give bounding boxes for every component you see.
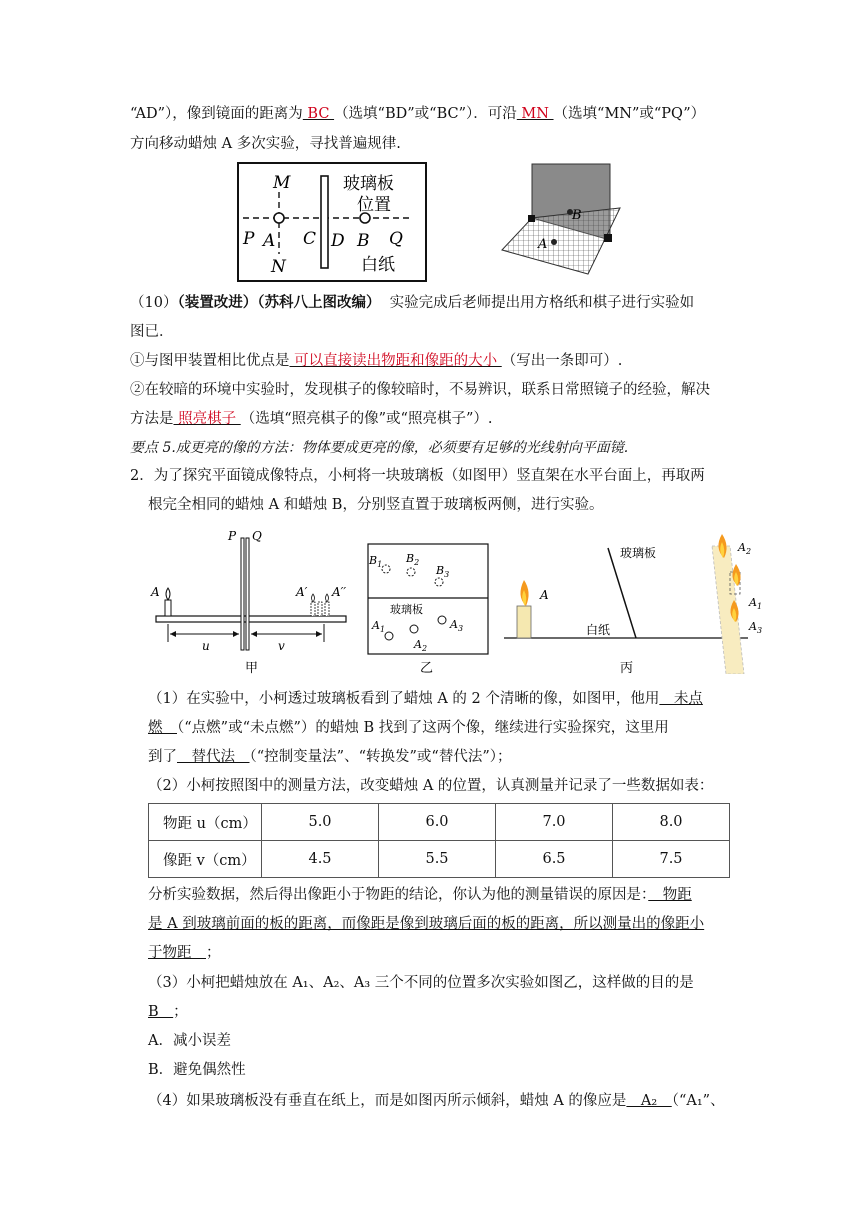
answer-a2: A₂ xyxy=(626,1093,672,1109)
answer-b: B xyxy=(148,1004,174,1020)
s4-line1: （4）如果玻璃板没有垂直在纸上，而是如图丙所示倾斜，蜡烛 A 的像应是 A₂ （“A₁”、 xyxy=(148,1093,725,1109)
answer-substitution: 替代法 xyxy=(177,749,250,765)
table-row: 物距 u（cm） 5.0 6.0 7.0 8.0 xyxy=(149,804,730,841)
answer-bc: BC xyxy=(302,106,335,122)
label-paper: 白纸 xyxy=(586,623,611,637)
label-a: A xyxy=(151,585,160,599)
option-a: A．减小误差 xyxy=(148,1033,231,1049)
label-b1: $B_1$ xyxy=(369,554,383,569)
label-b3: $B_3$ xyxy=(436,564,450,579)
s1-line2: 燃 （“点燃”或“未点燃”）的蜡烛 B 找到了这两个像，继续进行实验探究，这里用 xyxy=(148,720,669,736)
label-a3: $A_3$ xyxy=(749,620,763,635)
answer-reason: 物距 xyxy=(648,887,692,903)
label-a2: $A_2$ xyxy=(738,541,752,556)
label-a3: $A_3$ xyxy=(450,618,464,633)
answer-mn: MN xyxy=(516,106,554,122)
label-v: v xyxy=(278,639,285,653)
label-board: 玻璃板 xyxy=(343,174,394,194)
q10-sub2-cont: 方法是 照亮棋子 （选填“照亮棋子的像”或“照亮棋子”）. xyxy=(130,411,493,427)
option-b: B．避免偶然性 xyxy=(148,1062,246,1078)
figure-grid-paper xyxy=(498,160,628,280)
q10-sub2: ②在较暗的环境中实验时，发现棋子的像较暗时，不易辨识，联系日常照镜子的经验，解决 xyxy=(130,382,710,398)
label-board: 玻璃板 xyxy=(390,603,423,616)
figure-jia xyxy=(146,524,356,674)
s3-line2: B ； xyxy=(148,1004,188,1020)
s3-line1: （3）小柯把蜡烛放在 A₁、A₂、A₃ 三个不同的位置多次实验如图乙，这样做的目的是 xyxy=(148,975,694,991)
label-b: B xyxy=(357,231,370,251)
q2-line1: 2．为了探究平面镜成像特点，小柯将一块玻璃板（如图甲）竖直架在水平台面上，再取两 xyxy=(130,468,705,484)
answer-light-piece: 照亮棋子 xyxy=(173,411,241,427)
q2-line2: 根完全相同的蜡烛 A 和蜡烛 B，分别竖直置于玻璃板两侧，进行实验。 xyxy=(148,497,604,513)
s2-line: （2）小柯按照图中的测量方法，改变蜡烛 A 的位置，认真测量并记录了一些数据如表： xyxy=(148,778,714,794)
label-paper: 白纸 xyxy=(361,255,395,275)
q10-line1: （10）（装置改进）（苏科八上图改编） 实验完成后老师提出用方格纸和棋子进行实验如 xyxy=(130,294,695,311)
label-board: 玻璃板 xyxy=(620,546,657,560)
label-b: B xyxy=(572,208,582,223)
caption-yi: 乙 xyxy=(420,661,434,674)
analysis-line3: 于物距 ； xyxy=(148,945,221,961)
caption-jia: 甲 xyxy=(245,661,259,674)
label-a: A xyxy=(263,231,276,251)
q10-sub1: ①与图甲装置相比优点是 可以直接读出物距和像距的大小 （写出一条即可）. xyxy=(130,353,623,369)
label-position: 位置 xyxy=(357,195,391,215)
data-table xyxy=(148,803,730,878)
label-a2: $A_2$ xyxy=(414,638,428,653)
p1-line2: 方向移动蜡烛 A 多次实验，寻找普遍规律. xyxy=(130,136,401,152)
figure-yi xyxy=(366,524,492,674)
analysis-line1: 分析实验数据，然后得出像距小于物距的结论，你认为他的测量错误的原因是： 物距 xyxy=(148,887,692,903)
label-a-prime: A′ xyxy=(296,585,308,599)
label-a: A xyxy=(538,237,548,252)
label-p: P xyxy=(243,229,255,249)
s1-line3: 到了 替代法 （“控制变量法”、“转换发”或“替代法”）； xyxy=(148,749,512,765)
answer-advantage: 可以直接读出物距和像距的大小 xyxy=(289,353,502,369)
q10-line2: 图已． xyxy=(130,324,174,340)
label-n: N xyxy=(271,257,286,277)
label-a1: $A_1$ xyxy=(372,619,386,634)
label-p: P xyxy=(228,529,237,543)
p1-line1: “AD”），像到镜面的距离为 BC （选填“BD”或“BC”）．可沿 MN （选填“MN”或“PQ”） xyxy=(130,106,706,122)
s1-line1: （1）在实验中，小柯透过玻璃板看到了蜡烛 A 的 2 个清晰的像，如图甲，他用 未点 xyxy=(148,691,703,707)
label-a: A xyxy=(540,588,549,602)
figure-bing xyxy=(498,524,778,674)
label-a-double-prime: A′′ xyxy=(332,585,347,599)
tip-note: 要点 5.成更亮的像的方法：物体要成更亮的像，必须要有足够的光线射向平面镜. xyxy=(130,440,629,456)
label-q: Q xyxy=(389,229,403,249)
table-row: 像距 v（cm） 4.5 5.5 6.5 7.5 xyxy=(149,841,730,878)
label-a1: $A_1$ xyxy=(749,596,763,611)
answer-unlit: 未点 xyxy=(659,691,703,707)
label-u: u xyxy=(202,639,210,653)
label-c: C xyxy=(303,229,317,249)
caption-bing: 丙 xyxy=(620,661,634,674)
figure-mirror-top-view xyxy=(237,162,427,282)
label-d: D xyxy=(331,231,345,251)
label-m: M xyxy=(273,173,291,193)
label-q: Q xyxy=(252,529,262,543)
analysis-line2: 是 A 到玻璃前面的板的距离，而像距是像到玻璃后面的板的距离，所以测量出的像距小 xyxy=(148,916,705,932)
label-b2: $B_2$ xyxy=(406,552,420,567)
